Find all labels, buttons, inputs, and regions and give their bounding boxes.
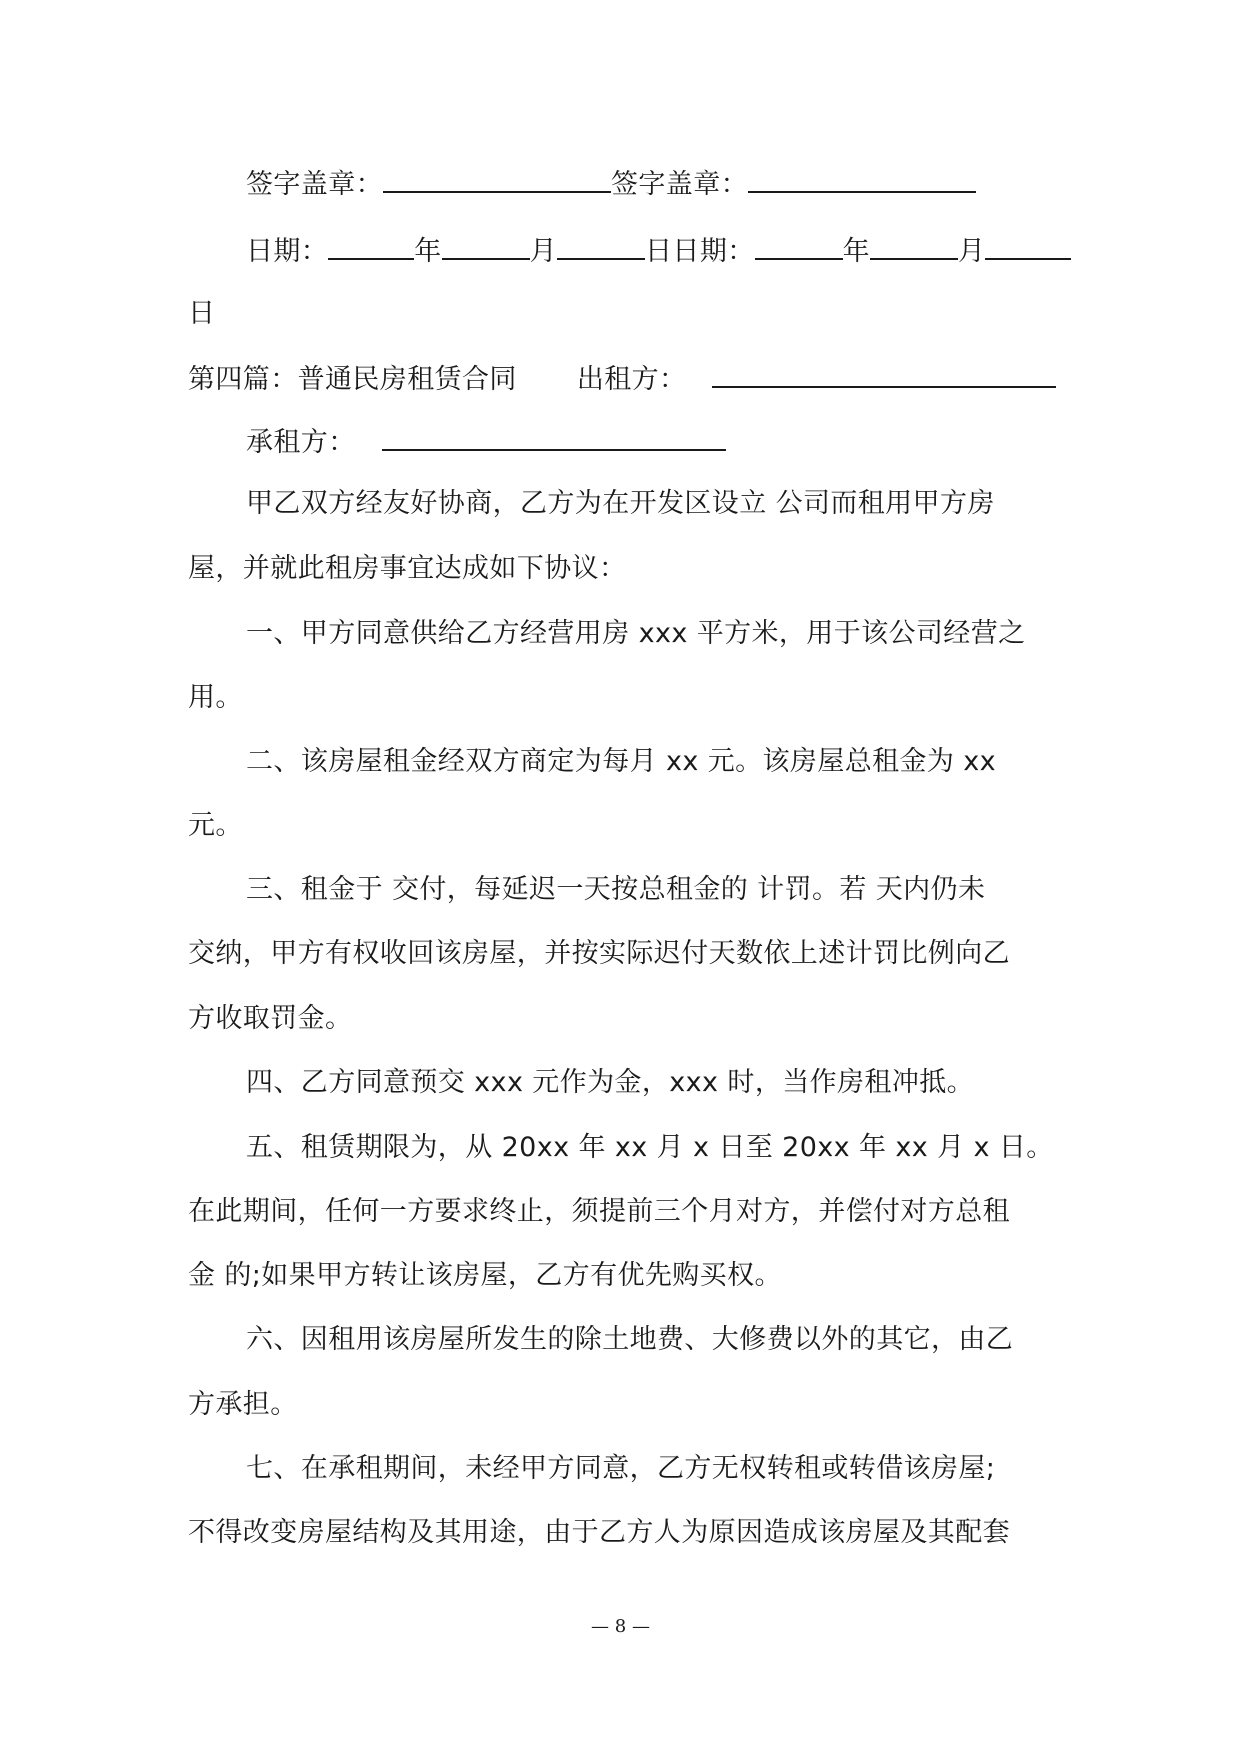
- date-row: [246, 232, 1071, 268]
- date-label-b: 日日期：: [645, 236, 755, 267]
- clause-5-line-3: 金 的;如果甲方转让该房屋，乙方有优先购买权。: [188, 1260, 782, 1291]
- date-year-label-b: 年: [842, 236, 871, 267]
- clause-7-line-1: 七、在承租期间，未经甲方同意，乙方无权转租或转借该房屋;: [246, 1453, 996, 1484]
- signature-blank-a: [383, 165, 611, 193]
- date-day-blank-b: [985, 232, 1071, 260]
- paragraph-intro-line-1: 甲乙双方经友好协商，乙方为在开发区设立 公司而租用甲方房: [246, 488, 995, 519]
- page-number: — 8 —: [591, 1616, 650, 1637]
- clause-7-line-2: 不得改变房屋结构及其用途，由于乙方人为原因造成该房屋及其配套: [188, 1517, 1010, 1548]
- clause-1-line-1: 一、甲方同意供给乙方经营用房 xxx 平方米，用于该公司经营之: [246, 618, 1026, 649]
- date-year-blank-b: [755, 232, 843, 260]
- clause-6-line-2: 方承担。: [188, 1389, 298, 1420]
- date-day-tail: 日: [188, 298, 216, 329]
- clause-3-line-1: 三、租金于 交付，每延迟一天按总租金的 计罚。若 天内仍未: [246, 874, 986, 905]
- lessor-label: 出租方：: [576, 364, 687, 395]
- date-day-blank-a: [557, 232, 645, 260]
- lessee-blank: [382, 423, 726, 451]
- clause-4-line-1: 四、乙方同意预交 xxx 元作为金，xxx 时，当作房租冲抵。: [246, 1067, 975, 1098]
- signature-row: [246, 165, 976, 201]
- date-month-label-a: 月: [529, 236, 558, 267]
- lessor-blank: [712, 360, 1056, 388]
- clause-2-line-1: 二、该房屋租金经双方商定为每月 xx 元。该房屋总租金为 xx: [246, 746, 997, 777]
- clause-2-line-2: 元。: [188, 810, 243, 841]
- date-year-blank-a: [328, 232, 414, 260]
- date-month-label-b: 月: [958, 236, 986, 267]
- date-month-blank-a: [442, 232, 530, 260]
- section-heading-row: [188, 360, 1056, 396]
- clause-1-line-2: 用。: [188, 682, 243, 713]
- lessee-row: [246, 423, 726, 459]
- clause-6-line-1: 六、因租用该房屋所发生的除土地费、大修费以外的其它，由乙: [246, 1324, 1014, 1355]
- section-title: 第四篇：普通民房租赁合同: [188, 364, 517, 395]
- clause-3-line-2: 交纳，甲方有权收回该房屋，并按实际迟付天数依上述计罚比例向乙: [188, 938, 1010, 969]
- signature-label-a: 签字盖章：: [246, 169, 383, 200]
- date-label-a: 日期：: [246, 236, 329, 267]
- paragraph-intro-line-2: 屋，并就此租房事宜达成如下协议：: [188, 553, 627, 584]
- lessee-label: 承租方：: [246, 427, 356, 458]
- clause-3-line-3: 方收取罚金。: [188, 1003, 353, 1034]
- clause-5-line-1: 五、租赁期限为，从 20xx 年 xx 月 x 日至 20xx 年 xx 月 x 日。: [246, 1132, 1054, 1163]
- signature-label-b: 签字盖章：: [611, 169, 748, 200]
- signature-blank-b: [748, 165, 976, 193]
- clause-5-line-2: 在此期间，任何一方要求终止，须提前三个月对方，并偿付对方总租: [188, 1196, 1010, 1227]
- date-month-blank-b: [870, 232, 958, 260]
- date-year-label-a: 年: [414, 236, 442, 267]
